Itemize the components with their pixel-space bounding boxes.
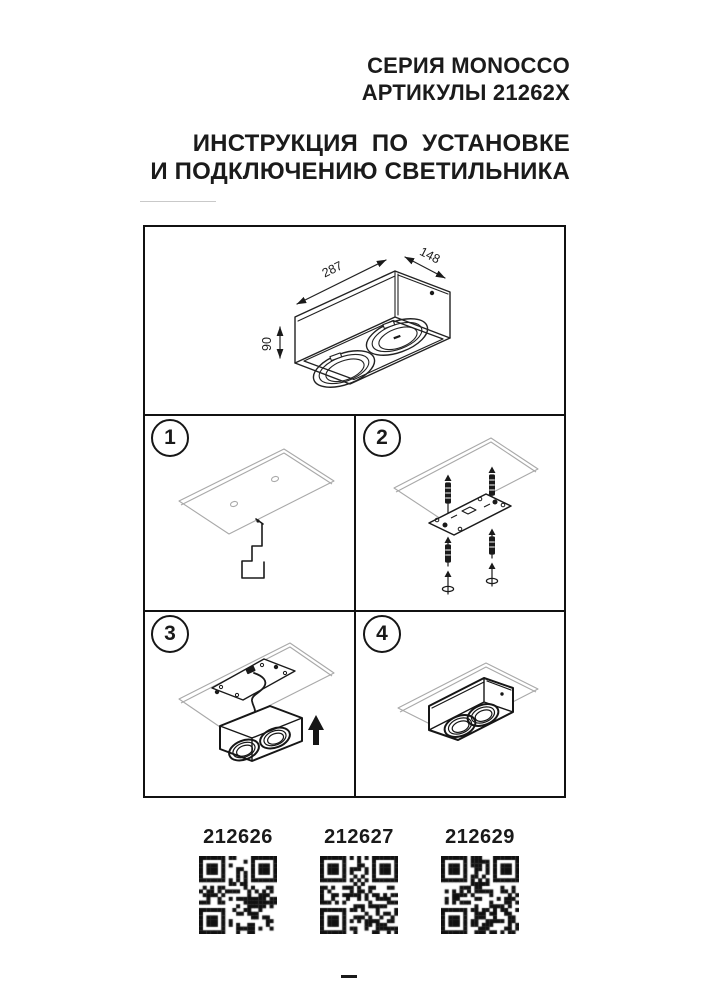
step-4-badge	[363, 615, 401, 653]
header-series-block	[362, 52, 570, 106]
article-number-2: 212627	[324, 826, 394, 848]
article-number-1: 212626	[203, 826, 273, 848]
screw-hole-dot	[430, 291, 434, 295]
articles-line: АРТИКУЛЫ 21262X	[361, 80, 570, 105]
instruction-title-line2: И ПОДКЛЮЧЕНИЮ СВЕТИЛЬНИКА	[150, 158, 570, 185]
bracket-screw-head	[215, 690, 219, 694]
screw-lower-left	[445, 537, 452, 567]
qr-code-3	[441, 856, 519, 934]
series-title: СЕРИЯ MONOCCO	[367, 53, 570, 78]
step-3-number: 3	[164, 622, 176, 645]
wall-plug-right	[486, 563, 497, 587]
step-1-number: 1	[164, 426, 176, 449]
bracket-screw-head	[443, 523, 448, 528]
fold-line	[140, 201, 216, 202]
mains-wire	[242, 524, 264, 578]
article-number-3: 212629	[445, 826, 515, 848]
step-2-badge	[363, 419, 401, 457]
bracket-screw-head	[274, 665, 278, 669]
step-3-badge	[151, 615, 189, 653]
bracket-screw-head	[493, 500, 498, 505]
screw-lower-right	[489, 529, 496, 559]
step-4-number: 4	[376, 622, 388, 645]
step-1-badge	[151, 419, 189, 457]
product-dimensions-diagram	[145, 227, 564, 413]
dimension-length-label: 287	[319, 258, 345, 281]
dimension-width-label: 148	[417, 244, 443, 267]
qr-code-1	[199, 856, 277, 934]
dimension-height-label: 90	[260, 337, 274, 351]
page-fold-mark	[341, 975, 357, 978]
header-instruction-block	[150, 130, 570, 186]
qr-code-2	[320, 856, 398, 934]
push-up-arrow	[308, 715, 324, 745]
step-2-number: 2	[376, 426, 388, 449]
instruction-title-line1: ИНСТРУКЦИЯ ПО УСТАНОВКЕ	[192, 130, 570, 157]
screw-hole-dot	[500, 692, 503, 695]
wall-plug-left	[442, 571, 453, 595]
